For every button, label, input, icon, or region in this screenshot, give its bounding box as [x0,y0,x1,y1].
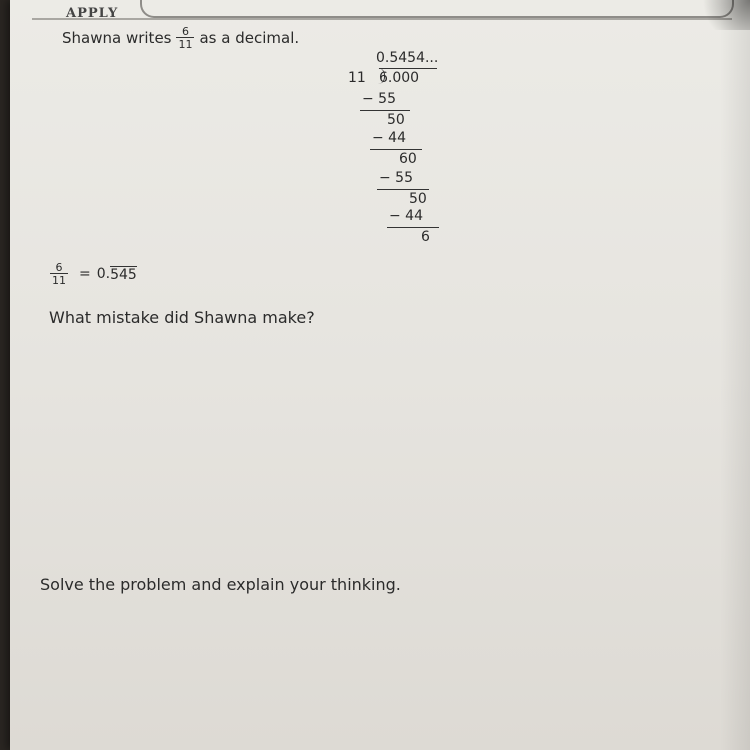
division-step-8: 6 [421,229,430,245]
division-rule-2 [370,149,422,150]
corner-shadow [690,0,750,30]
prompt-text-after: as a decimal. [199,29,300,47]
division-step-4: 60 [399,151,417,167]
division-step-2: 50 [387,112,405,128]
fraction-numerator: 6 [181,25,189,38]
division-rule-1 [360,110,410,111]
dividend: 6.000 [379,70,420,86]
quotient: 0.5454... [376,50,439,66]
instruction-text: Solve the problem and explain your thinking. [40,575,401,594]
division-step-1: − 55 [362,91,396,107]
division-step-5: − 55 [379,170,413,186]
divisor: 11 [348,70,366,86]
shawna-answer [50,262,137,286]
prompt-fraction [176,26,194,50]
division-step-6: 50 [409,191,427,207]
paper-shadow [720,0,750,750]
problem-statement [62,26,299,50]
decimal-prefix: 0. [96,266,111,282]
division-rule-4 [387,227,439,228]
worksheet-page [10,0,750,750]
question-text: What mistake did Shawna make? [49,308,315,327]
fraction-denominator: 11 [178,38,193,51]
answer-fraction [50,262,68,286]
heading-rule [32,18,732,20]
fraction-numerator: 6 [55,261,63,274]
heading-bar [140,0,734,18]
division-step-7: − 44 [389,208,423,224]
division-rule-3 [377,189,429,190]
repeating-digits: 545 [110,266,137,283]
fraction-denominator: 11 [52,274,66,287]
division-step-3: − 44 [372,130,406,146]
prompt-text-before: Shawna writes [62,29,172,47]
equals-sign: = [79,266,91,282]
section-heading: APPLY [66,6,119,21]
